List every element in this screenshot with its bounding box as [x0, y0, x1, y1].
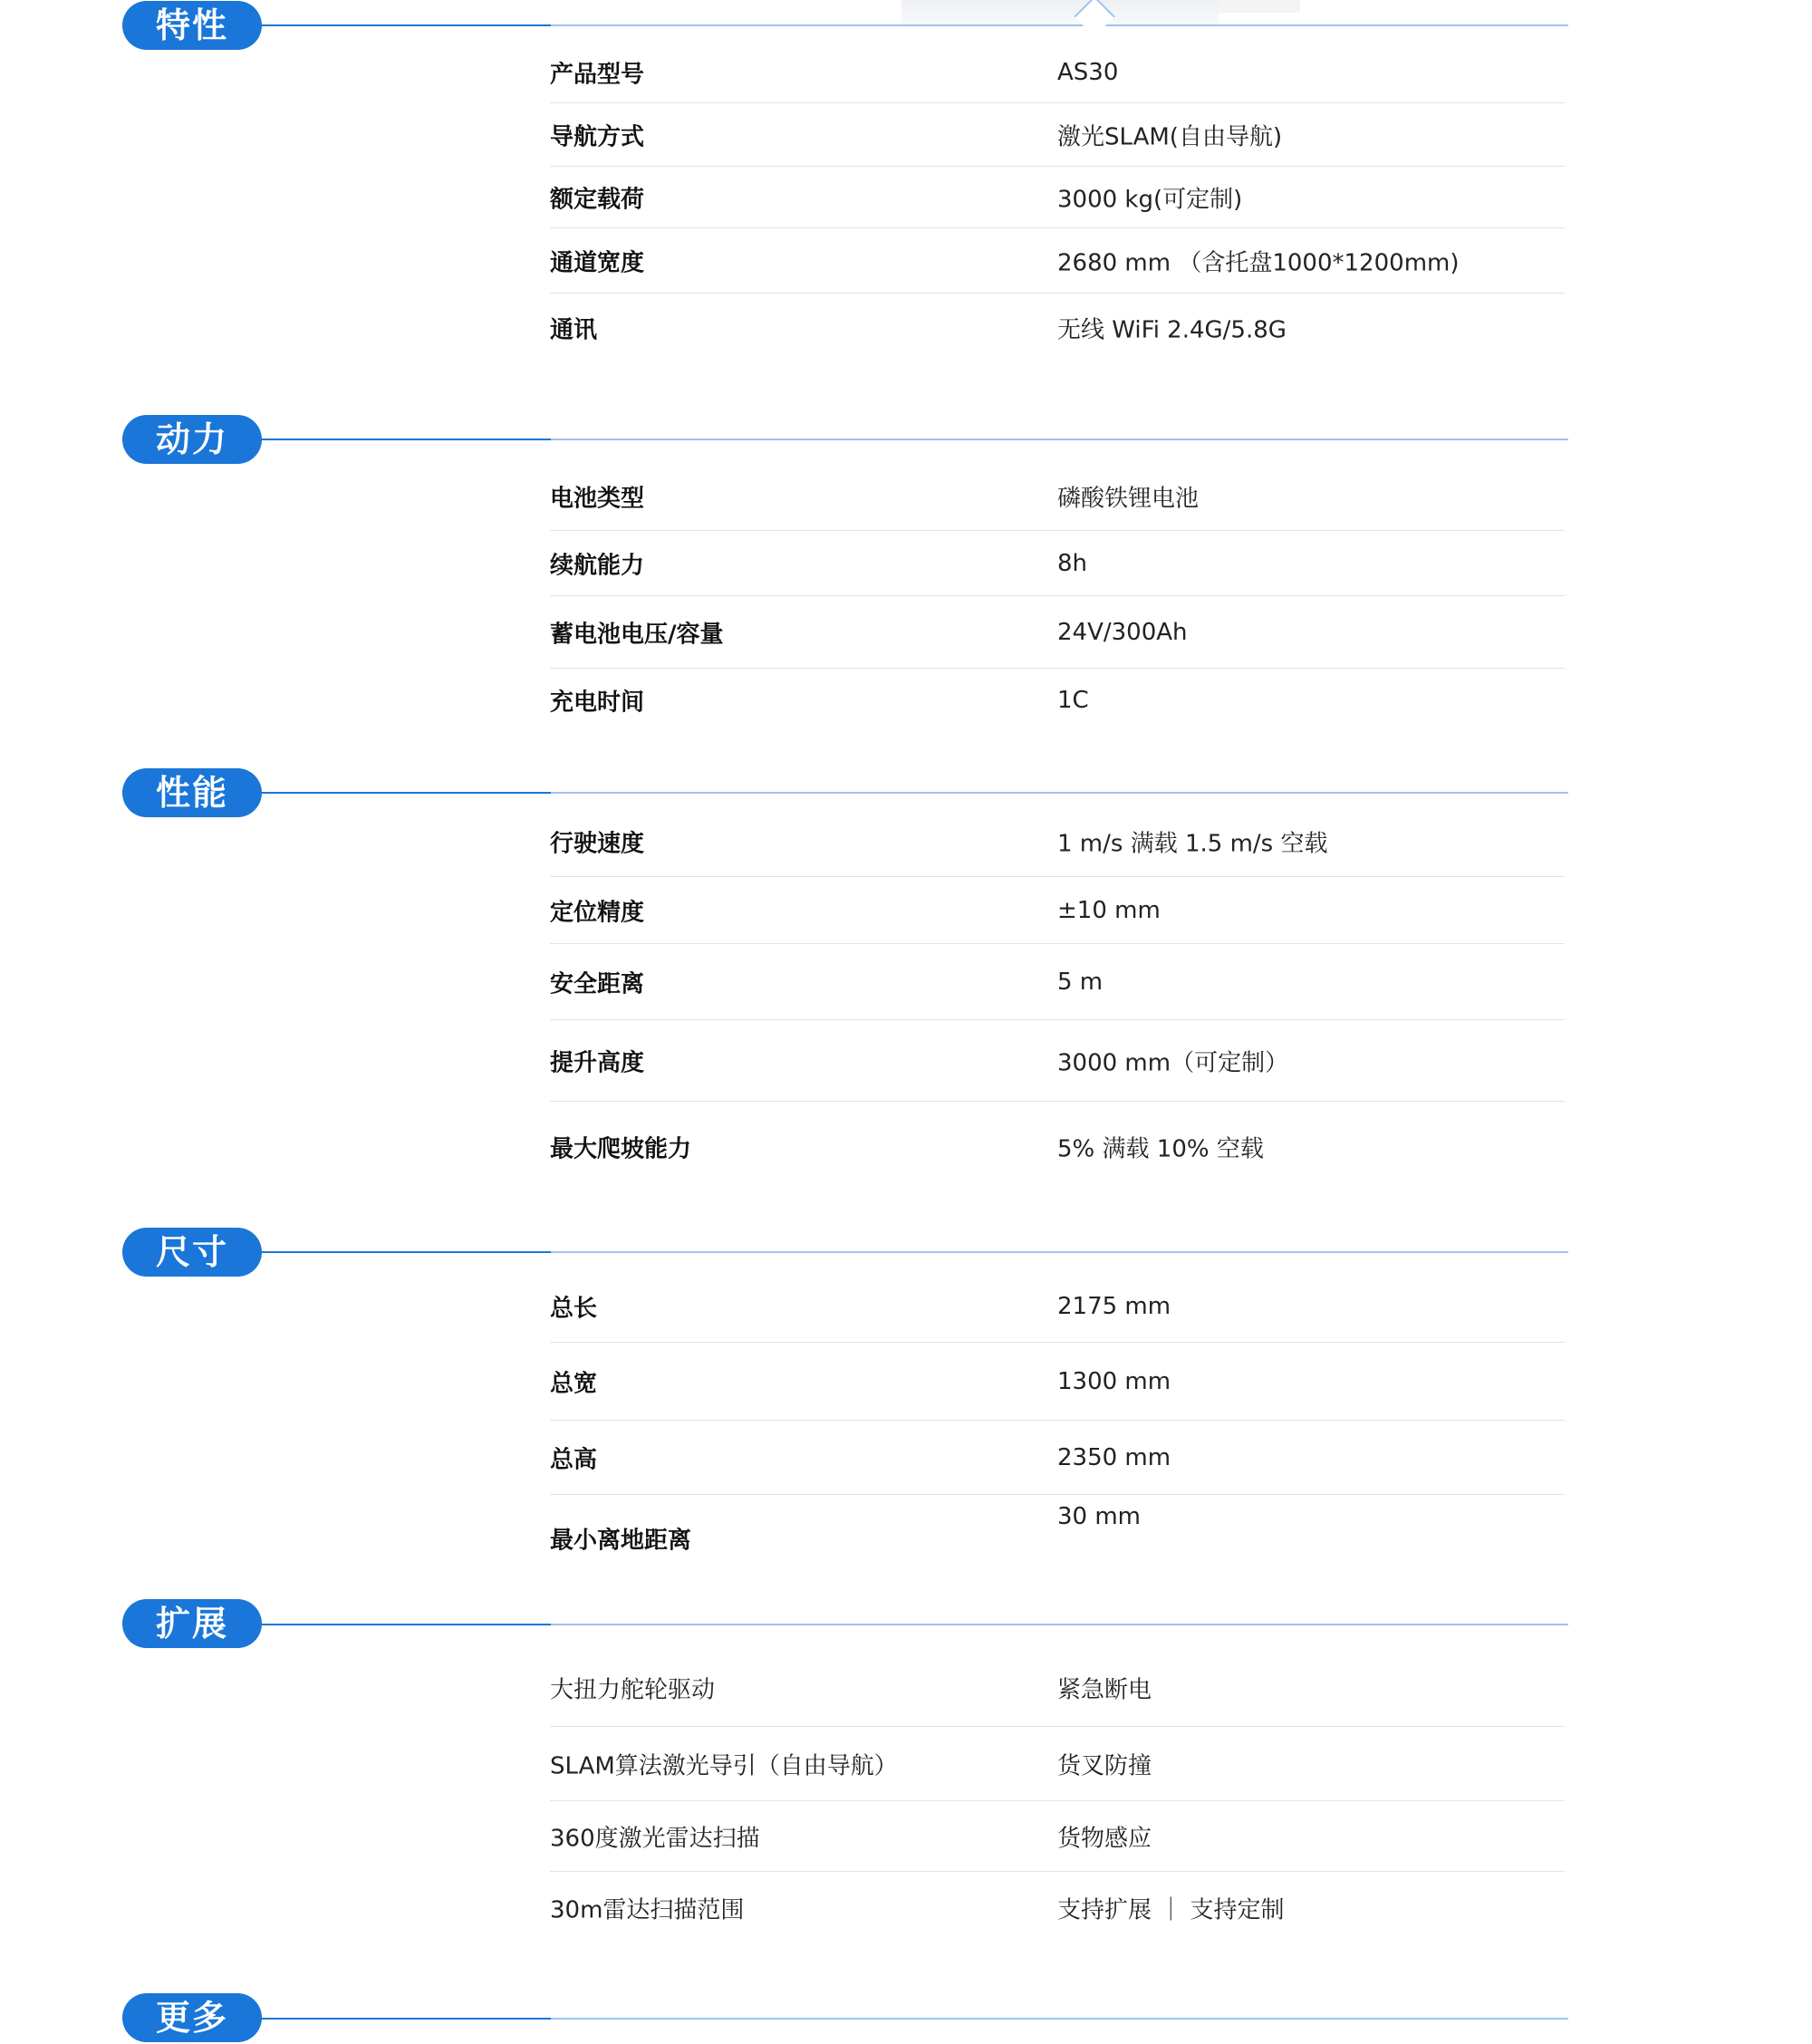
spec-row: [550, 103, 1565, 167]
spec-row: [550, 877, 1565, 944]
spec-row: [550, 294, 1565, 362]
feature-row: [550, 1801, 1565, 1872]
spec-value: 30 mm: [1057, 1503, 1142, 1530]
section-divider: [261, 792, 1568, 794]
spec-label: 总高: [550, 1446, 598, 1474]
spec-value: 24V/300Ah: [1057, 619, 1188, 646]
section-title: 更多: [122, 1993, 262, 2042]
section-title: 尺寸: [122, 1228, 262, 1277]
spec-row: [550, 596, 1565, 669]
spec-label: 总宽: [550, 1370, 598, 1398]
spec-value: 2175 mm: [1057, 1293, 1171, 1320]
feature-right: 支持扩展 ｜ 支持定制: [1057, 1896, 1285, 1924]
spec-row: [550, 1343, 1565, 1421]
feature-row: [550, 1649, 1565, 1727]
spec-row: [550, 1270, 1565, 1343]
feature-left: 30m雷达扫描范围: [550, 1896, 745, 1924]
spec-value: 磷酸铁锂电池: [1057, 485, 1200, 513]
section-title: 特性: [122, 1, 262, 50]
spec-label: 总长: [550, 1295, 598, 1323]
spec-value: 3000 kg(可定制): [1057, 186, 1243, 214]
section-divider: [261, 1251, 1568, 1253]
spec-label: 提升高度: [550, 1049, 645, 1077]
spec-value: 2680 mm （含托盘1000*1200mm): [1057, 249, 1460, 277]
feature-left: 360度激光雷达扫描: [550, 1825, 760, 1853]
section-divider: [261, 1624, 1568, 1625]
spec-label: 电池类型: [550, 485, 645, 513]
feature-right: 货物感应: [1057, 1825, 1152, 1853]
spec-value: 2350 mm: [1057, 1444, 1171, 1471]
spec-value: 5 m: [1057, 969, 1104, 996]
spec-value: 1 m/s 满载 1.5 m/s 空载: [1057, 830, 1328, 858]
spec-row: [550, 806, 1565, 877]
spec-value: 3000 mm（可定制）: [1057, 1049, 1289, 1077]
spec-label: 续航能力: [550, 552, 645, 580]
spec-row: [550, 669, 1565, 732]
spec-row: [550, 1020, 1565, 1102]
feature-right: 紧急断电: [1057, 1676, 1152, 1704]
spec-value: ±10 mm: [1057, 897, 1161, 924]
spec-value: 1300 mm: [1057, 1368, 1171, 1395]
section-divider: [261, 24, 1568, 26]
spec-label: 最大爬坡能力: [550, 1135, 692, 1163]
spec-label: 安全距离: [550, 970, 645, 998]
feature-left: 大扭力舵轮驱动: [550, 1676, 716, 1704]
product-image-edge: [901, 0, 1219, 25]
spec-value: 1C: [1057, 687, 1089, 714]
spec-value: AS30: [1057, 59, 1119, 86]
section-divider: [261, 2018, 1568, 2020]
spec-row: [550, 1495, 1565, 1567]
spec-value: 5% 满载 10% 空载: [1057, 1135, 1264, 1163]
spec-label: 导航方式: [550, 123, 645, 151]
spec-row: [550, 42, 1565, 103]
spec-label: 充电时间: [550, 689, 645, 717]
product-image-edge-shadow: [1219, 0, 1300, 13]
spec-label: 额定载荷: [550, 186, 645, 214]
feature-left: SLAM算法激光导引（自由导航）: [550, 1752, 898, 1780]
section-divider: [261, 439, 1568, 440]
spec-label: 定位精度: [550, 899, 645, 927]
spec-row: [550, 228, 1565, 294]
spec-label: 行驶速度: [550, 830, 645, 858]
spec-label: 蓄电池电压/容量: [550, 621, 724, 649]
spec-row: [550, 944, 1565, 1020]
spec-value: 激光SLAM(自由导航): [1057, 123, 1283, 151]
spec-row: [550, 167, 1565, 228]
spec-row: [550, 462, 1565, 531]
spec-value: 8h: [1057, 550, 1088, 577]
section-title: 性能: [122, 768, 262, 817]
feature-right: 货叉防撞: [1057, 1752, 1152, 1780]
section-title: 动力: [122, 415, 262, 464]
spec-row: [550, 1421, 1565, 1495]
spec-row: [550, 1102, 1565, 1192]
spec-label: 产品型号: [550, 61, 645, 89]
section-title: 扩展: [122, 1599, 262, 1648]
spec-row: [550, 531, 1565, 596]
feature-row: [550, 1727, 1565, 1801]
feature-row: [550, 1872, 1565, 1944]
spec-value: 无线 WiFi 2.4G/5.8G: [1057, 316, 1287, 344]
spec-label: 通讯: [550, 316, 598, 344]
spec-label: 最小离地距离: [550, 1527, 692, 1555]
spec-label: 通道宽度: [550, 249, 645, 277]
